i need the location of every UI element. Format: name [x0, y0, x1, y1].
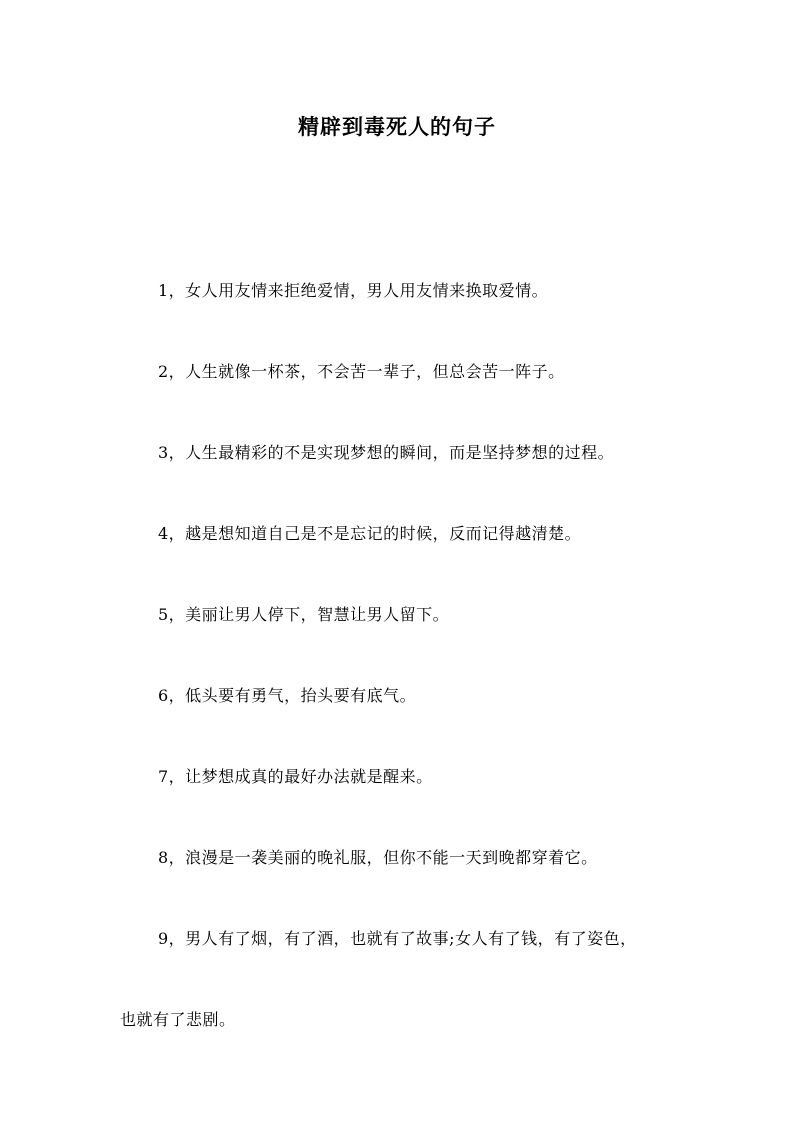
quote-item-4: 4，越是想知道自己是不是忘记的时候，反而记得越清楚。 [158, 524, 582, 543]
quote-item-1: 1，女人用友情来拒绝爱情，男人用友情来换取爱情。 [158, 281, 549, 300]
document-title: 精辟到毒死人的句子 [298, 115, 496, 139]
quote-item-8: 8，浪漫是一袭美丽的晚礼服，但你不能一天到晚都穿着它。 [158, 848, 598, 867]
quote-item-3: 3，人生最精彩的不是实现梦想的瞬间，而是坚持梦想的过程。 [158, 443, 615, 462]
quote-item-5: 5，美丽让男人停下，智慧让男人留下。 [158, 605, 450, 624]
quote-item-6: 6，低头要有勇气，抬头要有底气。 [158, 686, 417, 705]
quote-item-2: 2，人生就像一杯茶，不会苦一辈子，但总会苦一阵子。 [158, 362, 565, 381]
quote-list [120, 276, 680, 1086]
quote-item-9 [120, 924, 680, 1035]
quote-item-7: 7，让梦想成真的最好办法就是醒来。 [158, 767, 433, 786]
quote-item-9-line1: 9，男人有了烟，有了酒，也就有了故事;女人有了钱，有了姿色， [158, 929, 637, 948]
quote-item-9-line2: 也就有了悲剧。 [120, 1010, 236, 1029]
